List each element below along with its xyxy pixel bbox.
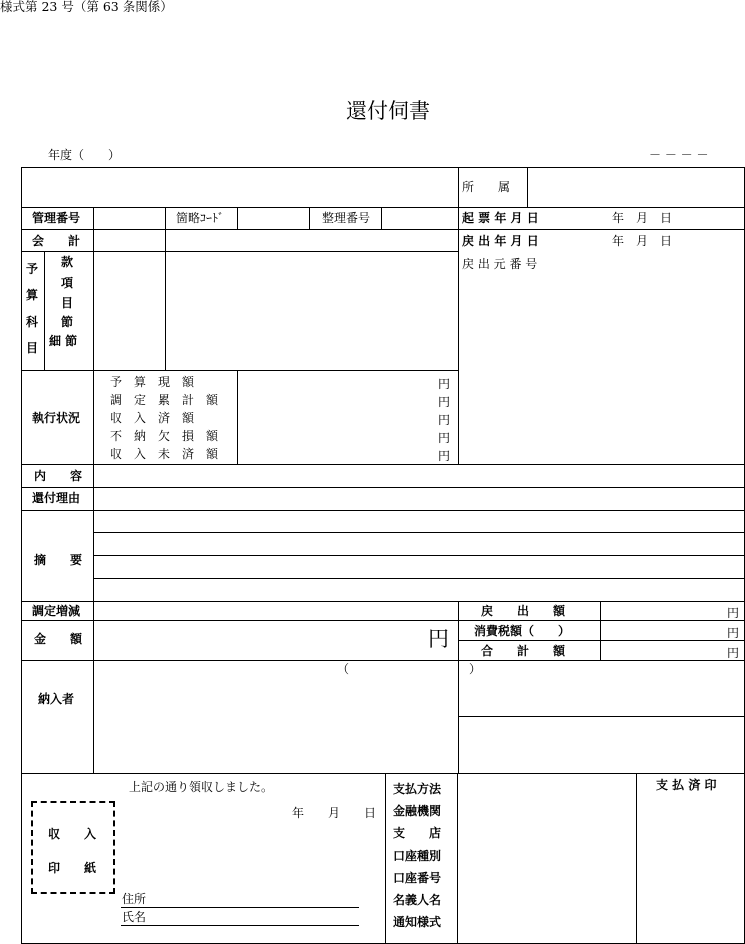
amount-label: 金 額 <box>34 632 83 646</box>
budget-label-char: 算 <box>26 288 39 302</box>
yen-unit: 円 <box>438 413 451 427</box>
yen-unit: 円 <box>727 626 740 640</box>
tax-amount-label: 消費税額（ ） <box>474 624 571 638</box>
yen-unit: 円 <box>438 377 451 391</box>
budget-item-label: 款 <box>61 255 74 269</box>
yen-unit: 円 <box>438 449 451 463</box>
yen-unit: 円 <box>438 431 451 445</box>
name-underline[interactable] <box>121 925 359 926</box>
payer-label: 納入者 <box>38 692 75 706</box>
budget-label-char: 科 <box>26 315 39 329</box>
issue-date-value[interactable]: 年 月 日 <box>612 211 673 225</box>
payment-field-label: 名義人名 <box>393 893 442 907</box>
yen-unit: 円 <box>727 606 740 620</box>
execution-status-label: 執行状況 <box>32 411 81 425</box>
return-date-value[interactable]: 年 月 日 <box>612 234 673 248</box>
ref-number-label: 整理番号 <box>322 211 371 225</box>
accounting-label: 会 計 <box>32 234 81 248</box>
accounting-field[interactable] <box>94 230 165 251</box>
summary-field[interactable] <box>94 511 744 601</box>
execution-item: 予 算 現 額 <box>110 375 195 389</box>
receipt-date: 年 月 日 <box>292 806 377 820</box>
adjustment-label: 調定増減 <box>32 604 81 618</box>
stamp-label-line1: 収 入 <box>48 827 97 841</box>
yen-unit: 円 <box>438 395 451 409</box>
budget-code-field[interactable] <box>94 252 165 370</box>
content-label: 内 容 <box>34 469 83 483</box>
payment-field-label: 支 店 <box>393 826 442 840</box>
payment-details-field[interactable] <box>458 774 636 942</box>
amount-field[interactable] <box>94 621 458 660</box>
amount-yen-unit: 円 <box>428 627 449 651</box>
page-title: 還付伺書 <box>346 99 430 123</box>
payment-field-label: 金融機関 <box>393 804 442 818</box>
fiscal-year-label: 年度（ ） <box>48 148 121 162</box>
budget-name-field[interactable] <box>166 252 458 370</box>
budget-label-char: 目 <box>26 341 39 355</box>
name-label: 氏名 <box>122 910 147 924</box>
budget-item-label: 目 <box>61 296 74 310</box>
document-number: － － － － <box>649 148 709 162</box>
form-number: 様式第 23 号（第 63 条関係） <box>0 0 173 14</box>
adjustment-field[interactable] <box>94 602 458 620</box>
affiliation-field[interactable] <box>528 168 743 207</box>
payment-field-label: 通知様式 <box>393 915 442 929</box>
payment-field-label: 口座番号 <box>393 871 442 885</box>
payment-field-label: 口座種別 <box>393 849 442 863</box>
execution-item: 収 入 済 額 <box>110 411 195 425</box>
return-amount-label: 戻 出 額 <box>481 604 566 618</box>
payer-parenthesis: （ ） <box>337 662 482 676</box>
refund-reason-label: 還付理由 <box>32 491 81 505</box>
stamp-label-line2: 印 紙 <box>48 861 97 875</box>
mgmt-number-label: 管理番号 <box>32 211 81 225</box>
budget-item-label: 細 節 <box>49 334 78 348</box>
execution-item: 収 入 未 済 額 <box>110 447 219 461</box>
content-field[interactable] <box>94 465 744 487</box>
summary-label: 摘 要 <box>34 553 83 567</box>
mgmt-number-field[interactable] <box>94 208 165 229</box>
execution-item: 調 定 累 計 額 <box>110 393 219 407</box>
return-date-label: 戻 出 年 月 日 <box>462 234 539 248</box>
budget-item-label: 項 <box>61 276 74 290</box>
issue-date-label: 起 票 年 月 日 <box>462 211 539 225</box>
payment-field-label: 支払方法 <box>393 782 442 796</box>
yen-unit: 円 <box>727 646 740 660</box>
paid-stamp-area[interactable] <box>637 795 743 942</box>
abbr-code-label: 箇略ｺｰﾄﾞ <box>176 211 225 225</box>
ref-number-field[interactable] <box>382 208 458 229</box>
refund-reason-field[interactable] <box>94 488 744 510</box>
abbr-code-field[interactable] <box>238 208 309 229</box>
payer-field[interactable] <box>94 678 458 773</box>
budget-label-char: 予 <box>26 262 39 276</box>
revenue-stamp-box <box>31 801 115 894</box>
address-underline[interactable] <box>121 907 359 908</box>
affiliation-label: 所 属 <box>462 180 511 194</box>
address-label: 住所 <box>122 892 147 906</box>
total-amount-label: 合 計 額 <box>481 644 566 658</box>
paid-stamp-label: 支 払 済 印 <box>656 778 717 792</box>
receipt-text: 上記の通り領収しました。 <box>129 780 274 794</box>
return-source-label: 戻 出 元 番 号 <box>462 257 538 271</box>
budget-item-label: 節 <box>61 315 74 329</box>
execution-item: 不 納 欠 損 額 <box>110 429 219 443</box>
